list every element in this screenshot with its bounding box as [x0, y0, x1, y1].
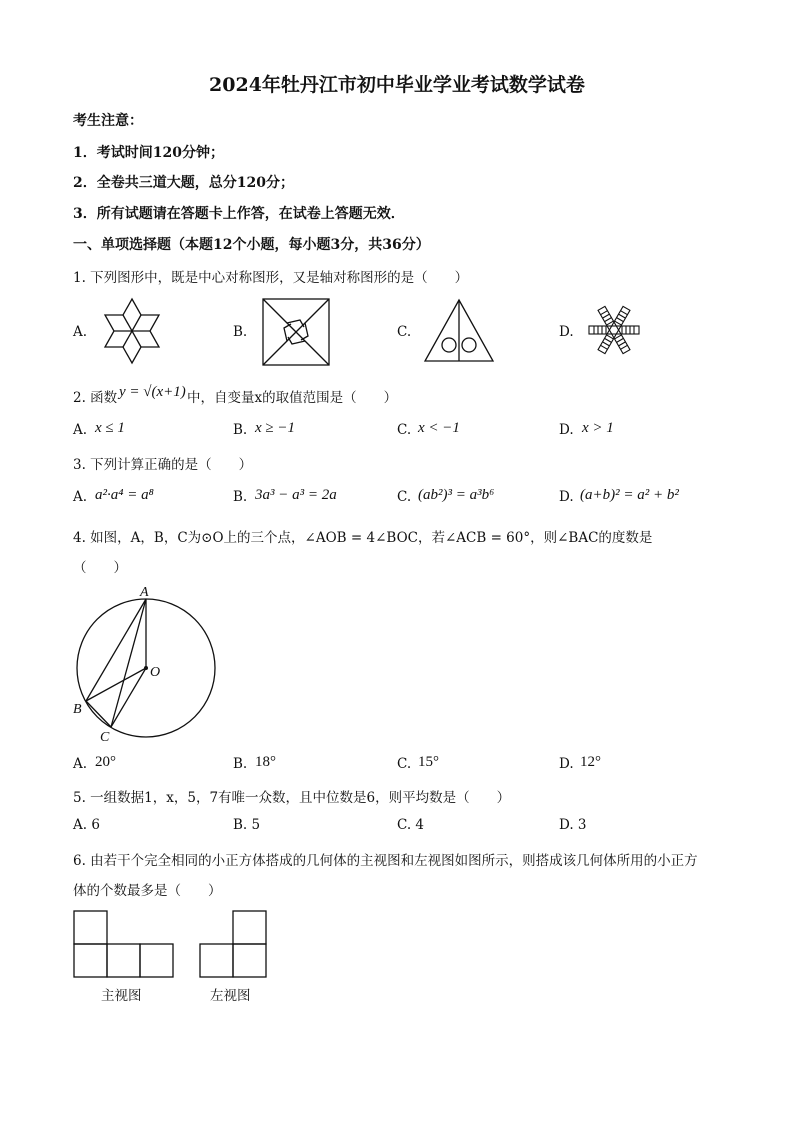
q3-label-c: C. — [397, 489, 412, 505]
front-view-figure — [73, 910, 175, 978]
question-4-line-1: 4. 如图，A，B，C为⊙O上的三个点，∠AOB = 4∠BOC，若∠ACB = 60°，则∠BAC的度数是 — [73, 530, 653, 546]
q2-label-c: C. — [397, 422, 412, 438]
q4-option-a: 20° — [95, 754, 116, 770]
q5-option-b: B. 5 — [233, 817, 261, 833]
q2-label-d: D. — [559, 422, 574, 438]
notice-heading: 考生注意： — [73, 113, 143, 129]
q2-option-a: x ≤ 1 — [95, 420, 125, 436]
q2-option-d: x > 1 — [582, 420, 614, 436]
q1-figure-d — [584, 300, 644, 360]
section-heading: 一、单项选择题（本题12个小题，每小题3分，共36分） — [73, 237, 430, 253]
q2-label-b: B. — [233, 422, 248, 438]
q1-figure-b — [262, 298, 330, 366]
q3-label-d: D. — [559, 489, 574, 505]
q3-option-a: a²·a⁴ = a⁸ — [95, 487, 154, 503]
question-2-prefix: 2. 函数 — [73, 390, 118, 406]
q5-option-d: D. 3 — [559, 817, 587, 833]
q1-label-b: B. — [233, 324, 248, 340]
q1-figure-c — [423, 299, 495, 363]
q2-option-c: x < −1 — [418, 420, 460, 436]
notice-item-2: 2．全卷共三道大题，总分120分； — [73, 175, 294, 191]
q1-label-c: C. — [397, 324, 412, 340]
notice-item-3: 3．所有试题请在答题卡上作答，在试卷上答题无效． — [73, 206, 405, 222]
notice-item-1: 1．考试时间120分钟； — [73, 145, 224, 161]
question-3-text: 3. 下列计算正确的是（ ） — [73, 457, 253, 473]
q3-option-d: (a+b)² = a² + b² — [580, 487, 679, 503]
q1-label-d: D. — [559, 324, 574, 340]
question-4-line-2: （ ） — [73, 560, 127, 576]
q3-label-a: A. — [73, 489, 88, 505]
q4-label-b: B. — [233, 756, 248, 772]
point-label-b: B — [73, 702, 82, 717]
q4-option-c: 15° — [418, 754, 439, 770]
left-view-figure — [199, 910, 269, 978]
q3-option-c: (ab²)³ = a³b⁶ — [418, 487, 495, 503]
q2-label-a: A. — [73, 422, 88, 438]
q4-option-b: 18° — [255, 754, 276, 770]
point-label-a: A — [140, 585, 149, 600]
point-label-c: C — [100, 730, 110, 745]
q2-option-b: x ≥ −1 — [255, 420, 296, 436]
q4-label-a: A. — [73, 756, 88, 772]
question-5-text: 5. 一组数据1，x，5，7有唯一众数，且中位数是6，则平均数是（ ） — [73, 790, 511, 806]
q4-label-d: D. — [559, 756, 574, 772]
page-title: 2024年牡丹江市初中毕业学业考试数学试卷 — [209, 74, 585, 96]
question-6-line-2: 体的个数最多是（ ） — [73, 883, 222, 899]
front-view-caption: 主视图 — [101, 988, 142, 1004]
q5-option-a: A. 6 — [73, 817, 100, 833]
question-2-formula: y = √(x+1) — [119, 384, 186, 400]
question-1-text: 1. 下列图形中，既是中心对称图形，又是轴对称图形的是（ ） — [73, 270, 469, 286]
point-label-o: O — [150, 665, 161, 680]
q4-circle-figure — [70, 582, 220, 745]
q1-figure-a — [96, 297, 168, 365]
left-view-caption: 左视图 — [210, 988, 251, 1004]
q3-label-b: B. — [233, 489, 248, 505]
question-2-suffix: 中，自变量x的取值范围是（ ） — [187, 390, 398, 406]
q5-option-c: C. 4 — [397, 817, 425, 833]
q4-label-c: C. — [397, 756, 412, 772]
q4-option-d: 12° — [580, 754, 601, 770]
question-6-line-1: 6. 由若干个完全相同的小正方体搭成的几何体的主视图和左视图如图所示，则搭成该几何体所用的小正方 — [73, 853, 698, 869]
q3-option-b: 3a³ − a³ = 2a — [255, 487, 337, 503]
q1-label-a: A. — [73, 324, 88, 340]
